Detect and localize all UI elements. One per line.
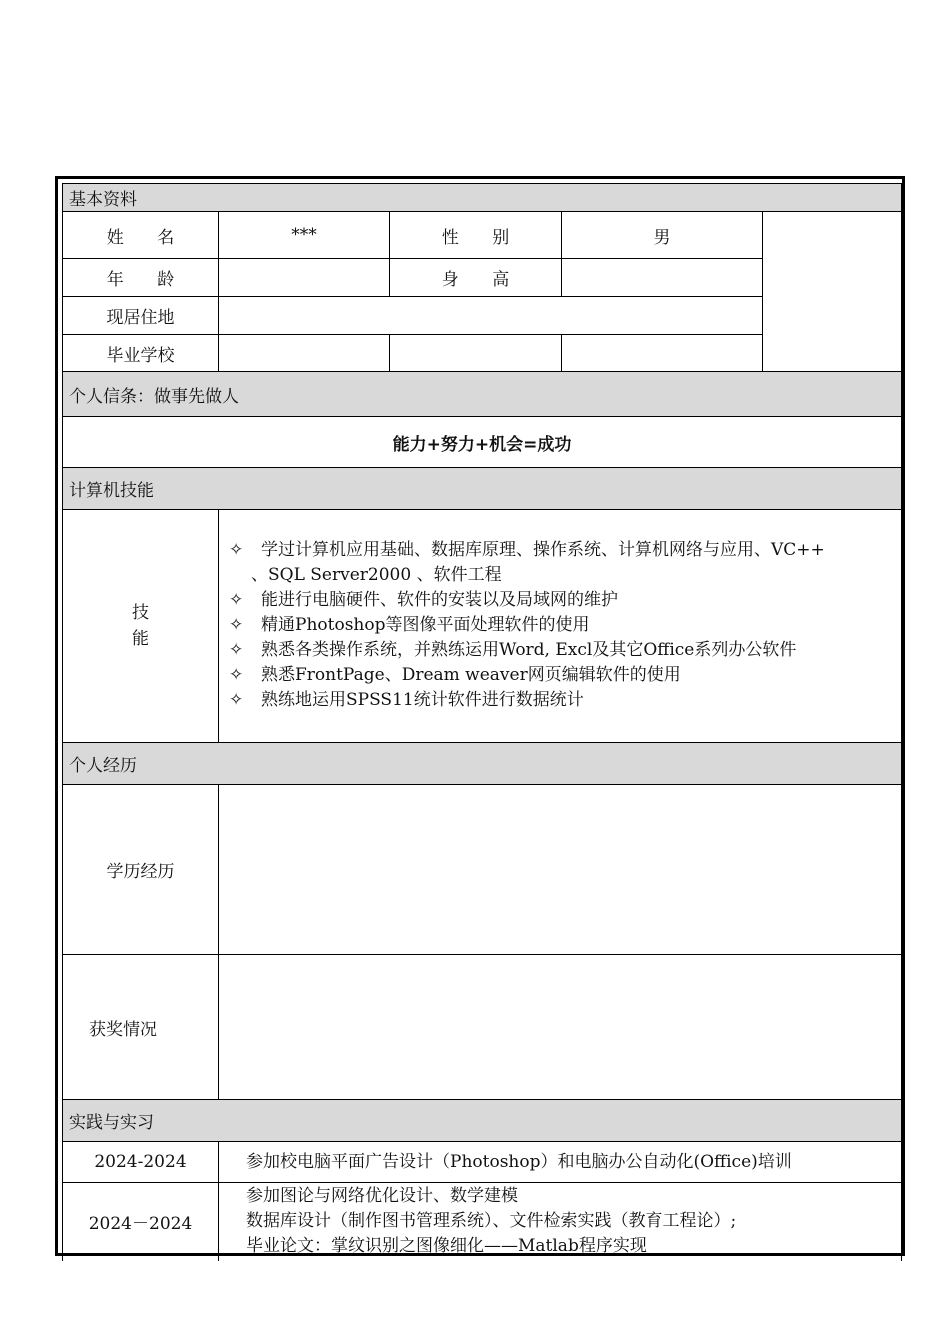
diamond-bullet-icon: ✧	[229, 615, 244, 635]
name-value: ***	[219, 212, 390, 259]
school-label: 毕业学校	[63, 335, 219, 372]
practice-description: 参加图论与网络优化设计、数学建模 数据库设计（制作图书管理系统）、文件检索实践（教育工程论）; 毕业论文：掌纹识别之图像细化——Matlab程序实现	[219, 1183, 902, 1261]
section-practice: 实践与实习	[63, 1100, 902, 1142]
awards-content	[219, 955, 902, 1100]
skills-side-label	[63, 510, 219, 743]
education-label: 学历经历	[63, 785, 219, 955]
practice-period: 2024-2024	[63, 1142, 219, 1183]
section-computer-skills: 计算机技能	[63, 468, 902, 510]
skill-item: ✧ 精通Photoshop等图像平面处理软件的使用	[229, 613, 893, 638]
skill-item: ✧ 熟悉各类操作系统，并熟练运用Word, Excl及其它Office系列办公软件	[229, 638, 893, 663]
gender-label: 性 别	[390, 212, 562, 259]
address-label: 现居住地	[63, 297, 219, 335]
skills-side-char-2: 能	[132, 629, 149, 649]
address-value	[219, 297, 763, 335]
gender-value: 男	[562, 212, 763, 259]
height-label: 身 高	[390, 259, 562, 297]
awards-label: 获奖情况	[63, 955, 219, 1100]
skill-item: ✧ 熟练地运用SPSS11统计软件进行数据统计	[229, 688, 893, 713]
section-basic-info: 基本资料	[63, 184, 902, 212]
education-content	[219, 785, 902, 955]
resume-table	[62, 183, 902, 1261]
skill-item: ✧ 学过计算机应用基础、数据库原理、操作系统、计算机网络与应用、VC++	[229, 538, 893, 563]
diamond-bullet-icon: ✧	[229, 540, 244, 560]
skills-list	[219, 510, 902, 743]
practice-period: 2024－2024	[63, 1183, 219, 1261]
practice-description: 参加校电脑平面广告设计（Photoshop）和电脑办公自动化(Office)培训	[219, 1142, 902, 1183]
diamond-bullet-icon: ✧	[229, 590, 244, 610]
motto-slogan: 能力+努力+机会=成功	[63, 417, 902, 468]
skills-side-char-1: 技	[132, 603, 149, 623]
name-label: 姓 名	[63, 212, 219, 259]
height-value	[562, 259, 763, 297]
skill-item-continuation: 、SQL Server2000 、软件工程	[251, 565, 502, 585]
school-extra-2	[562, 335, 763, 372]
photo-box	[763, 212, 902, 372]
diamond-bullet-icon: ✧	[229, 640, 244, 660]
skill-item: ✧ 熟悉FrontPage、Dream weaver网页编辑软件的使用	[229, 663, 893, 688]
diamond-bullet-icon: ✧	[229, 665, 244, 685]
school-extra-1	[390, 335, 562, 372]
resume-sheet	[55, 176, 905, 1256]
skill-item: ✧ 能进行电脑硬件、软件的安装以及局域网的维护	[229, 588, 893, 613]
age-value	[219, 259, 390, 297]
school-value	[219, 335, 390, 372]
section-experience: 个人经历	[63, 743, 902, 785]
age-label: 年 龄	[63, 259, 219, 297]
diamond-bullet-icon: ✧	[229, 690, 244, 710]
motto-label: 个人信条：做事先做人	[63, 372, 902, 417]
